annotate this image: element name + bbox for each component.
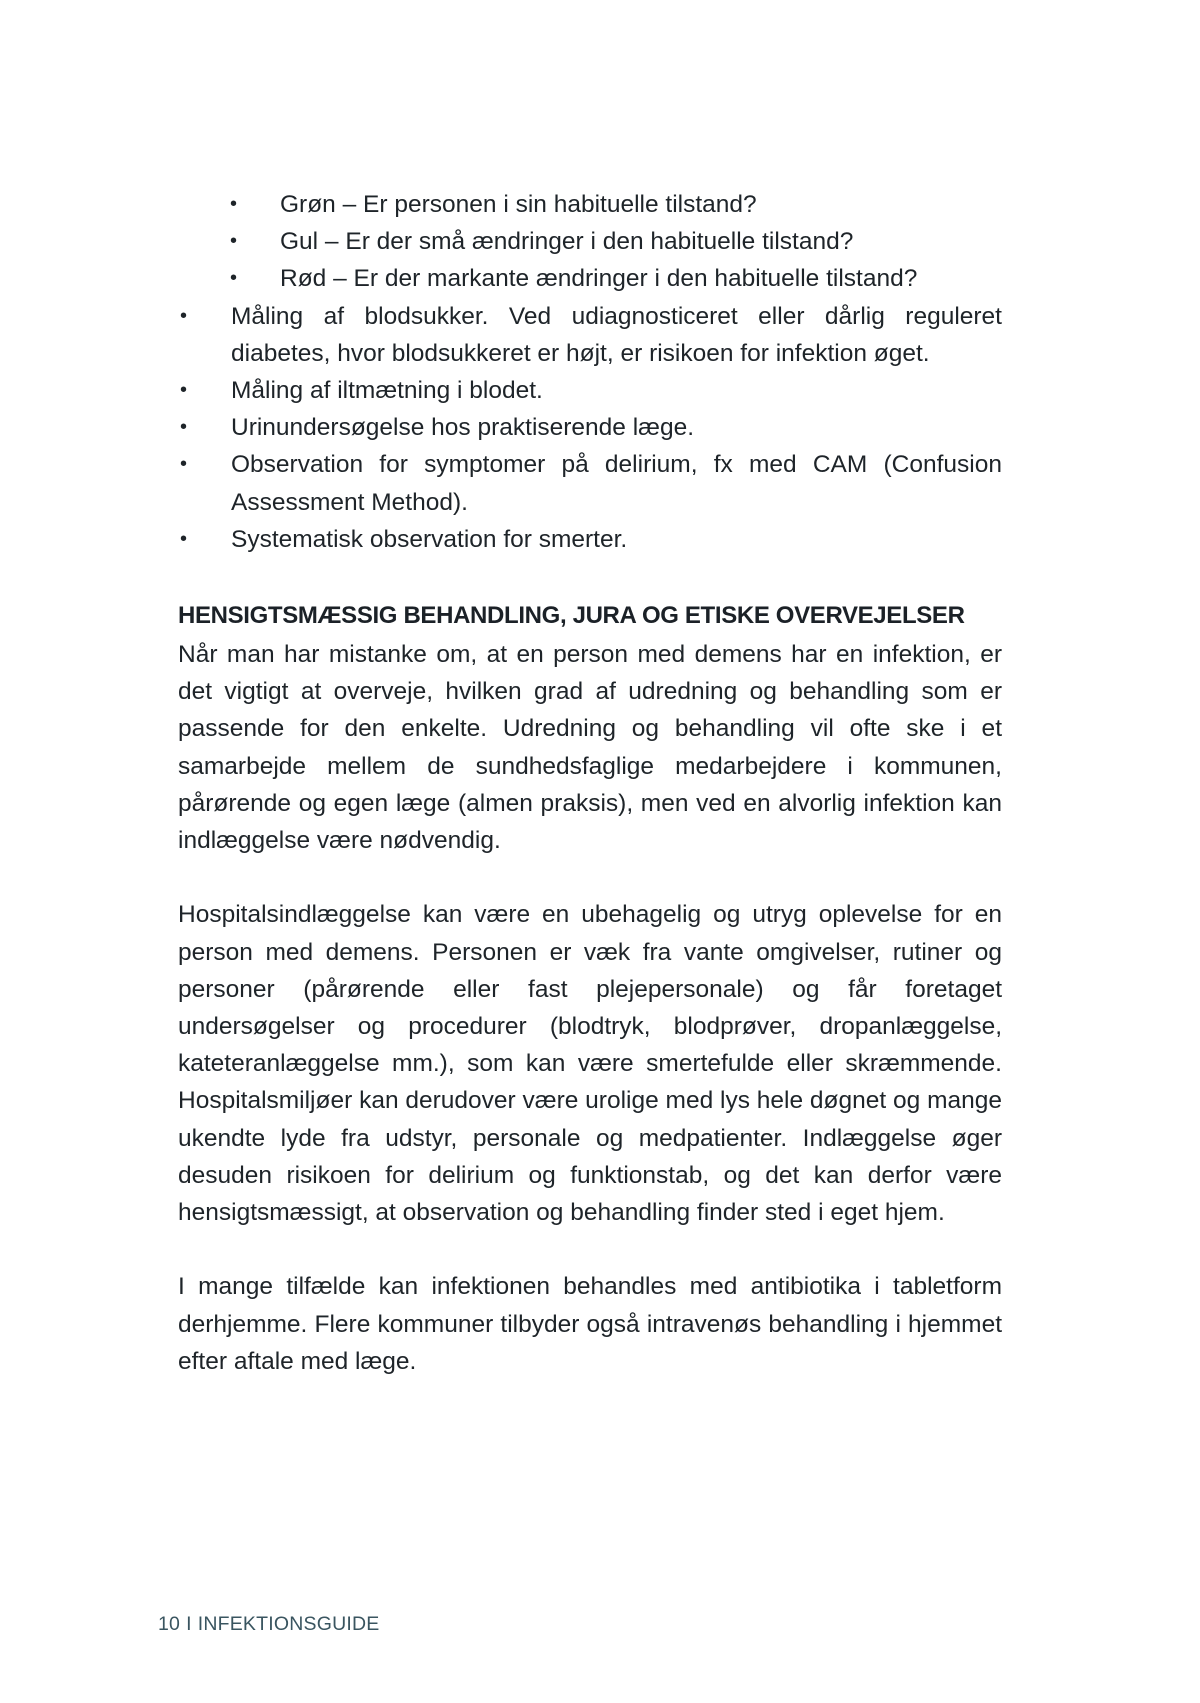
main-bullet-list xyxy=(178,298,1002,558)
list-item xyxy=(178,372,1002,409)
list-item-text: Måling af blodsukker. Ved udiagnosticeret eller dårlig reguleret diabetes, hvor blodsukkeret er højt, er risikoen for infektion øget. xyxy=(231,302,1002,367)
bullet-icon: • xyxy=(180,527,188,550)
body-paragraph: I mange tilfælde kan infektionen behandles med antibiotika i tabletform derhjemme. Flere kommuner tilbyder også intravenøs behandling i hjemmet efter aftale med læge. xyxy=(178,1273,1002,1375)
list-item xyxy=(178,186,1002,223)
body-paragraph: Når man har mistanke om, at en person med demens har en infektion, er det vigtigt at overveje, hvilken grad af udredning og behandling som er passende for den enkelte. Udredning og behandling vil ofte ske i et samarbejde mellem de sundhedsfaglige medarbejdere i kommunen, pårørende og egen læge (almen praksis), men ved en alvorlig infektion kan indlæggelse være nødvendig. xyxy=(178,641,1002,855)
list-item-text: Måling af iltmætning i blodet. xyxy=(231,377,543,405)
list-item-text: Gul – Er der små ændringer i den habituelle tilstand? xyxy=(280,228,854,256)
list-item-text: Grøn – Er personen i sin habituelle tilstand? xyxy=(280,191,757,218)
bullet-icon: • xyxy=(230,267,238,290)
page-number: 10 xyxy=(158,1613,181,1635)
list-item xyxy=(178,521,1002,558)
list-item xyxy=(178,409,1002,446)
list-item xyxy=(178,446,1002,520)
page-content xyxy=(178,186,1002,1380)
section-heading: HENSIGTSMÆSSIG BEHANDLING, JURA OG ETISKE OVERVEJELSER xyxy=(178,602,965,630)
list-item-text: Observation for symptomer på delirium, fx med CAM (Confusion Assessment Method). xyxy=(231,451,1002,516)
bullet-icon: • xyxy=(180,453,188,476)
document-title: INFEKTIONSGUIDE xyxy=(197,1613,380,1635)
bullet-icon: • xyxy=(230,193,238,215)
list-item-text: Systematisk observation for smerter. xyxy=(231,525,628,553)
list-item-text: Urinundersøgelse hos praktiserende læge. xyxy=(231,414,695,442)
list-item-text: Rød – Er der markante ændringer i den habituelle tilstand? xyxy=(280,265,918,293)
bullet-icon: • xyxy=(230,230,238,253)
list-item xyxy=(178,298,1002,372)
footer-separator: I xyxy=(186,1613,192,1635)
list-item xyxy=(178,223,1002,260)
bullet-icon: • xyxy=(180,379,188,402)
list-item xyxy=(178,260,1002,297)
sub-bullet-list xyxy=(178,186,1002,298)
bullet-icon: • xyxy=(180,304,188,327)
bullet-icon: • xyxy=(180,416,188,439)
page-footer xyxy=(158,1611,380,1637)
body-paragraph: Hospitalsindlæggelse kan være en ubehagelig og utryg oplevelse for en person med demens. Personen er væk fra vante omgivelser, rutiner og personer (pårørende eller fast plejepersonale) og får foretaget undersøgelser og procedurer (blodtryk, blodprøver, dropanlæggelse, kateteranlæggelse mm.), som kan være smertefulde eller skræmmende. Hospitalsmiljøer kan derudover være urolige med lys hele døgnet og mange ukendte lyde fra udstyr, personale og medpatienter. Indlæggelse øger desuden risikoen for delirium og funktionstab, og det kan derfor være hensigtsmæssigt, at observation og behandling finder sted i eget hjem. xyxy=(178,901,1002,1227)
